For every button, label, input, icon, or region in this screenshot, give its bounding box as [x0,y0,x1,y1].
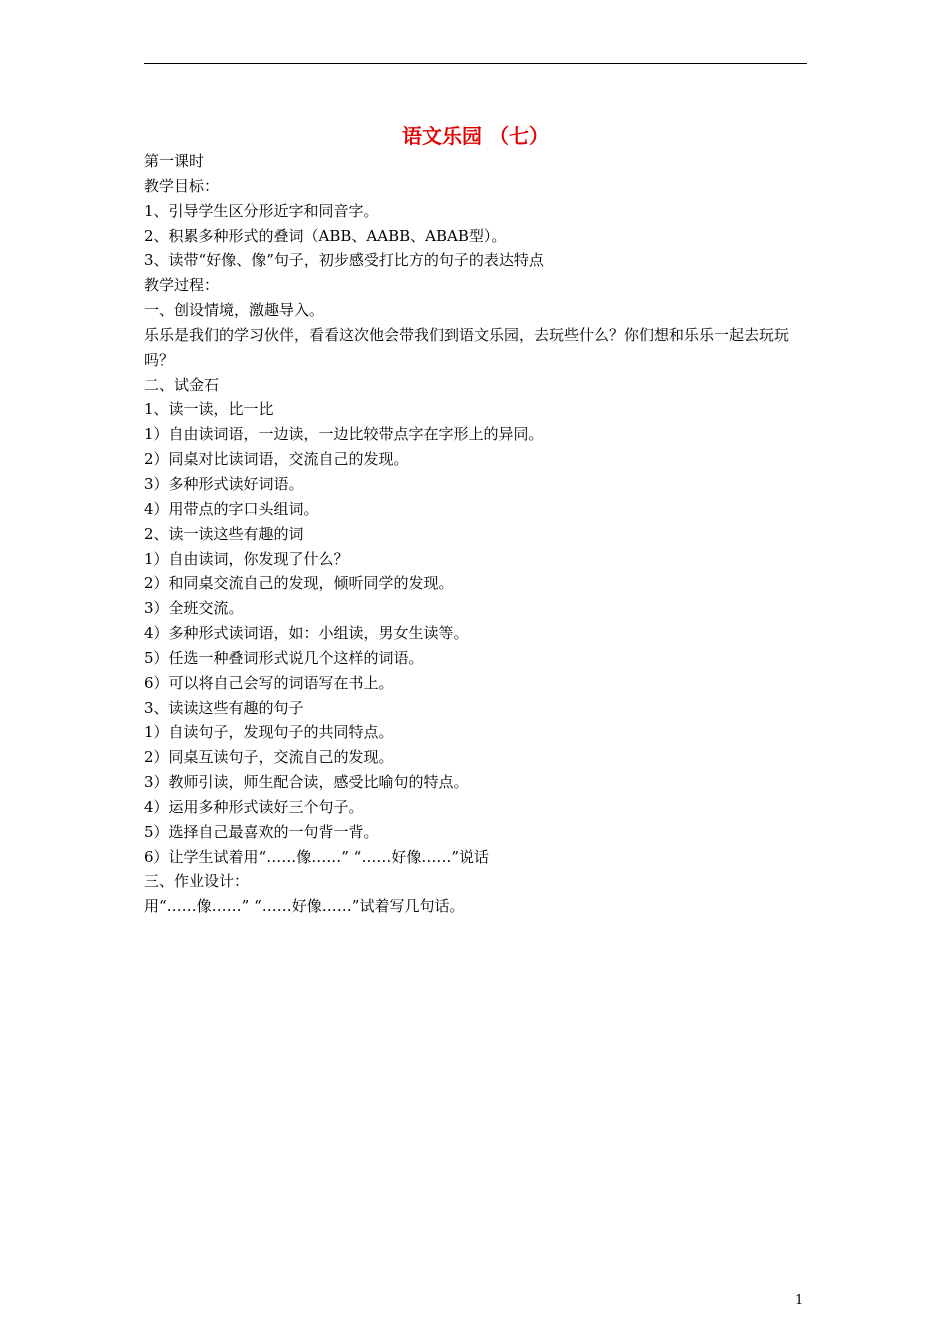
line-goal-1: 1、引导学生区分形近字和同音字。 [144,201,379,220]
line-activity-3-step-3: 3）教师引读，师生配合读，感受比喻句的特点。 [144,773,469,792]
line-activity-1-step-2: 2）同桌对比读词语，交流自己的发现。 [144,450,409,469]
line-teaching-process-heading: 教学过程： [144,276,220,295]
line-activity-3-step-6: 6）让学生试着用“……像……” “……好像……”说话 [144,847,489,866]
line-activity-2-step-5: 5）任选一种叠词形式说几个这样的词语。 [144,648,424,667]
line-activity-1: 1、读一读，比一比 [144,400,274,419]
line-activity-3-step-4: 4）运用多种形式读好三个句子。 [144,797,364,816]
line-activity-3-step-2: 2）同桌互读句子，交流自己的发现。 [144,748,394,767]
line-activity-2: 2、读一读这些有趣的词 [144,524,304,543]
line-activity-1-step-1: 1）自由读词语，一边读，一边比较带点字在字形上的异同。 [144,425,544,444]
line-activity-2-step-6: 6）可以将自己会写的词语写在书上。 [144,673,394,692]
line-activity-3-step-5: 5）选择自己最喜欢的一句背一背。 [144,822,379,841]
line-lesson-period: 第一课时 [144,152,205,170]
line-activity-2-step-3: 3）全班交流。 [144,599,244,618]
line-activity-3-step-1: 1）自读句子，发现句子的共同特点。 [144,723,394,742]
line-section-1: 一、创设情境，激趣导入。 [144,301,325,320]
line-goal-3: 3、读带“好像、像”句子，初步感受打比方的句子的表达特点 [144,251,544,270]
line-goal-2: 2、积累多种形式的叠词（ABB、AABB、ABAB型）。 [144,226,507,245]
line-section-2: 二、试金石 [144,375,220,394]
page-number: 1 [795,1293,804,1308]
line-teaching-goals-heading: 教学目标： [144,176,220,195]
line-activity-2-step-2: 2）和同桌交流自己的发现，倾听同学的发现。 [144,574,454,593]
line-activity-3: 3、读读这些有趣的句子 [144,698,304,717]
document-title: 语文乐园 （七） [402,124,549,148]
line-homework: 用“……像……” “……好像……”试着写几句话。 [144,897,465,916]
line-intro-paragraph: 乐乐是我们的学习伙伴，看看这次他会带我们到语文乐园，去玩些什么？你们想和乐乐一起去玩玩吗？ [144,325,790,369]
header-rule [144,63,807,64]
line-activity-1-step-4: 4）用带点的字口头组词。 [144,499,319,518]
line-activity-2-step-1: 1）自由读词，你发现了什么？ [144,549,349,568]
line-activity-1-step-3: 3）多种形式读好词语。 [144,474,304,493]
line-activity-2-step-4: 4）多种形式读词语，如：小组读，男女生读等。 [144,624,469,643]
line-section-3: 三、作业设计： [144,872,250,891]
document-body [144,149,812,919]
